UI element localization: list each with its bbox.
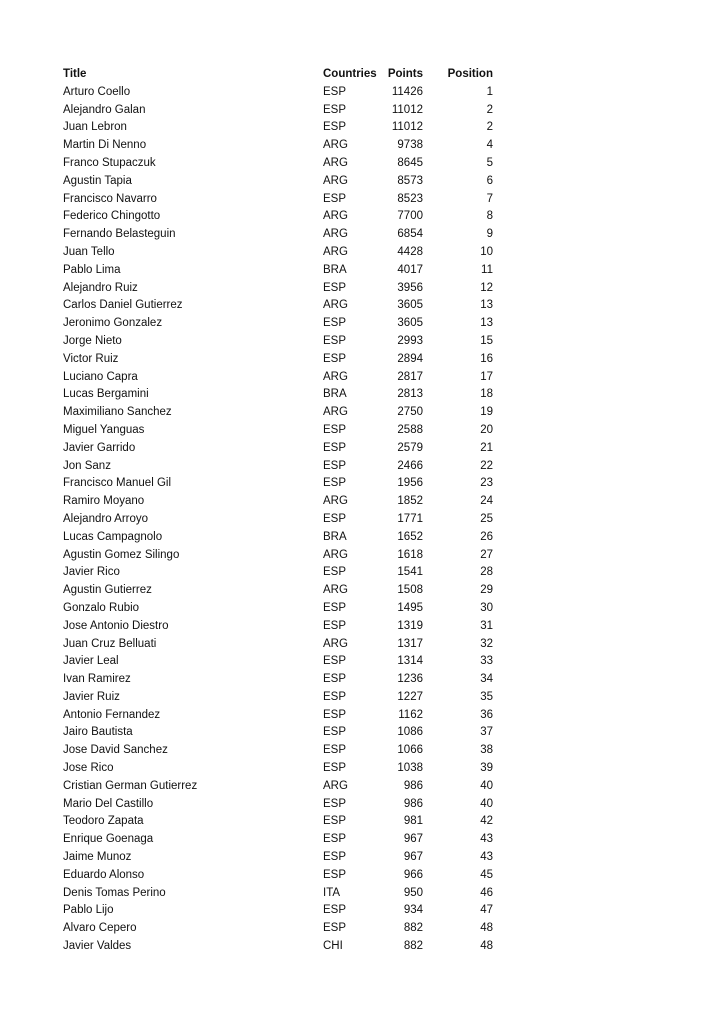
country-cell: ESP: [323, 868, 347, 881]
position-cell: 32: [480, 637, 493, 650]
table-row: [63, 155, 493, 173]
title-cell: Luciano Capra: [63, 370, 138, 383]
table-row: [63, 422, 493, 440]
title-cell: Francisco Navarro: [63, 192, 157, 205]
country-cell: BRA: [323, 263, 347, 276]
header-countries: Countries: [323, 68, 377, 80]
position-cell: 2: [486, 121, 493, 134]
points-cell: 1038: [397, 762, 423, 775]
table-row: [63, 760, 493, 778]
position-cell: 39: [480, 762, 493, 775]
points-cell: 3956: [397, 281, 423, 294]
points-cell: 2993: [397, 334, 423, 347]
country-cell: ESP: [323, 85, 347, 98]
position-cell: 38: [480, 744, 493, 757]
country-cell: ESP: [323, 459, 347, 472]
country-cell: ESP: [323, 103, 347, 116]
country-cell: ESP: [323, 352, 347, 365]
points-cell: 967: [403, 833, 423, 846]
points-cell: 967: [403, 851, 423, 864]
position-cell: 34: [480, 673, 493, 686]
points-cell: 1541: [397, 566, 423, 579]
points-cell: 986: [403, 797, 423, 810]
table-row: [63, 493, 493, 511]
points-cell: 1319: [397, 619, 423, 632]
title-cell: Cristian German Gutierrez: [63, 779, 198, 792]
table-row: [63, 369, 493, 387]
title-cell: Alejandro Arroyo: [63, 512, 149, 525]
table-row: [63, 440, 493, 458]
table-row: [63, 831, 493, 849]
country-cell: ESP: [323, 281, 347, 294]
title-cell: Jose Rico: [63, 762, 114, 775]
title-cell: Jairo Bautista: [63, 726, 133, 739]
country-cell: ARG: [323, 370, 348, 383]
position-cell: 48: [480, 940, 493, 953]
position-cell: 11: [481, 263, 493, 276]
points-cell: 9738: [397, 139, 423, 152]
points-cell: 934: [403, 904, 423, 917]
table-row: [63, 226, 493, 244]
country-cell: CHI: [323, 940, 343, 953]
country-cell: ESP: [323, 673, 347, 686]
position-cell: 22: [480, 459, 493, 472]
table-row: [63, 547, 493, 565]
table-row: [63, 938, 493, 956]
points-cell: 1317: [397, 637, 423, 650]
title-cell: Francisco Manuel Gil: [63, 477, 172, 490]
points-cell: 7700: [397, 210, 423, 223]
table-row: [63, 671, 493, 689]
title-cell: Jorge Nieto: [63, 334, 122, 347]
country-cell: ESP: [323, 619, 347, 632]
table-row: [63, 173, 493, 191]
points-cell: 1066: [397, 744, 423, 757]
document-page: [63, 66, 493, 956]
position-cell: 40: [480, 779, 493, 792]
country-cell: ESP: [323, 851, 347, 864]
table-row: [63, 564, 493, 582]
country-cell: ARG: [323, 174, 348, 187]
points-cell: 1508: [397, 584, 423, 597]
title-cell: Lucas Campagnolo: [63, 530, 163, 543]
country-cell: ITA: [323, 886, 341, 899]
points-cell: 8523: [397, 192, 423, 205]
points-cell: 11426: [391, 85, 423, 98]
country-cell: ESP: [323, 922, 347, 935]
table-row: [63, 102, 493, 120]
table-row: [63, 600, 493, 618]
points-cell: 1314: [397, 655, 423, 668]
header-position: Position: [447, 68, 493, 80]
position-cell: 5: [486, 156, 493, 169]
title-cell: Jaime Munoz: [63, 851, 132, 864]
position-cell: 33: [480, 655, 493, 668]
title-cell: Carlos Daniel Gutierrez: [63, 299, 183, 312]
title-cell: Javier Rico: [63, 566, 120, 579]
country-cell: ESP: [323, 815, 347, 828]
position-cell: 19: [480, 406, 493, 419]
header-title: Title: [63, 68, 87, 80]
country-cell: ESP: [323, 512, 347, 525]
title-cell: Denis Tomas Perino: [63, 886, 166, 899]
points-cell: 2588: [397, 423, 423, 436]
table-row: [63, 475, 493, 493]
position-cell: 15: [480, 334, 493, 347]
position-cell: 4: [486, 139, 493, 152]
position-cell: 13: [480, 317, 493, 330]
position-cell: 17: [480, 370, 493, 383]
title-cell: Juan Lebron: [63, 121, 127, 134]
country-cell: ESP: [323, 833, 347, 846]
points-cell: 1495: [397, 601, 423, 614]
table-row: [63, 885, 493, 903]
country-cell: ESP: [323, 904, 347, 917]
title-cell: Agustin Tapia: [63, 174, 132, 187]
title-cell: Miguel Yanguas: [63, 423, 145, 436]
title-cell: Javier Ruiz: [63, 690, 120, 703]
title-cell: Franco Stupaczuk: [63, 156, 156, 169]
table-row: [63, 333, 493, 351]
points-cell: 1852: [397, 495, 423, 508]
table-row: [63, 582, 493, 600]
title-cell: Antonio Fernandez: [63, 708, 161, 721]
title-cell: Alejandro Galan: [63, 103, 146, 116]
title-cell: Jose David Sanchez: [63, 744, 168, 757]
table-row: [63, 191, 493, 209]
country-cell: ARG: [323, 210, 348, 223]
position-cell: 7: [486, 192, 493, 205]
country-cell: ESP: [323, 601, 347, 614]
country-cell: ESP: [323, 192, 347, 205]
title-cell: Ramiro Moyano: [63, 495, 145, 508]
position-cell: 10: [480, 245, 493, 258]
position-cell: 42: [480, 815, 493, 828]
table-row: [63, 404, 493, 422]
title-cell: Fernando Belasteguin: [63, 228, 176, 241]
position-cell: 13: [480, 299, 493, 312]
points-cell: 2894: [397, 352, 423, 365]
position-cell: 35: [480, 690, 493, 703]
points-cell: 1618: [397, 548, 423, 561]
country-cell: ARG: [323, 228, 348, 241]
table-row: [63, 724, 493, 742]
country-cell: ARG: [323, 779, 348, 792]
points-cell: 966: [403, 868, 423, 881]
position-cell: 21: [480, 441, 493, 454]
table-row: [63, 262, 493, 280]
position-cell: 16: [480, 352, 493, 365]
country-cell: BRA: [323, 388, 347, 401]
title-cell: Jose Antonio Diestro: [63, 619, 169, 632]
country-cell: ESP: [323, 726, 347, 739]
country-cell: ARG: [323, 584, 348, 597]
title-cell: Gonzalo Rubio: [63, 601, 140, 614]
country-cell: ARG: [323, 139, 348, 152]
points-cell: 1236: [397, 673, 423, 686]
points-cell: 882: [403, 922, 423, 935]
points-cell: 4017: [397, 263, 423, 276]
table-body: [63, 84, 493, 956]
points-cell: 2813: [397, 388, 423, 401]
table-row: [63, 902, 493, 920]
country-cell: ARG: [323, 637, 348, 650]
table-row: [63, 208, 493, 226]
points-cell: 8573: [397, 174, 423, 187]
points-cell: 2466: [397, 459, 423, 472]
table-row: [63, 119, 493, 137]
table-row: [63, 920, 493, 938]
title-cell: Eduardo Alonso: [63, 868, 145, 881]
position-cell: 18: [480, 388, 493, 401]
position-cell: 48: [480, 922, 493, 935]
title-cell: Teodoro Zapata: [63, 815, 144, 828]
position-cell: 12: [480, 281, 493, 294]
points-cell: 882: [403, 940, 423, 953]
title-cell: Juan Tello: [63, 245, 115, 258]
title-cell: Agustin Gomez Silingo: [63, 548, 180, 561]
position-cell: 37: [480, 726, 493, 739]
country-cell: ARG: [323, 406, 348, 419]
title-cell: Javier Leal: [63, 655, 119, 668]
points-cell: 981: [403, 815, 423, 828]
country-cell: ESP: [323, 423, 347, 436]
table-row: [63, 84, 493, 102]
table-row: [63, 511, 493, 529]
points-cell: 986: [403, 779, 423, 792]
position-cell: 30: [480, 601, 493, 614]
table-row: [63, 742, 493, 760]
table-row: [63, 458, 493, 476]
table-row: [63, 778, 493, 796]
table-row: [63, 618, 493, 636]
position-cell: 28: [480, 566, 493, 579]
points-cell: 4428: [397, 245, 423, 258]
position-cell: 29: [480, 584, 493, 597]
title-cell: Lucas Bergamini: [63, 388, 149, 401]
country-cell: BRA: [323, 530, 347, 543]
country-cell: ESP: [323, 762, 347, 775]
position-cell: 2: [486, 103, 493, 116]
table-row: [63, 653, 493, 671]
table-row: [63, 297, 493, 315]
country-cell: ESP: [323, 441, 347, 454]
points-cell: 6854: [397, 228, 423, 241]
country-cell: ESP: [323, 317, 347, 330]
title-cell: Victor Ruiz: [63, 352, 119, 365]
table-header: [63, 66, 493, 84]
position-cell: 26: [480, 530, 493, 543]
position-cell: 43: [480, 833, 493, 846]
header-points: Points: [387, 68, 423, 80]
country-cell: ARG: [323, 156, 348, 169]
points-cell: 1771: [397, 512, 423, 525]
table-row: [63, 796, 493, 814]
position-cell: 8: [486, 210, 493, 223]
points-cell: 950: [403, 886, 423, 899]
title-cell: Javier Garrido: [63, 441, 136, 454]
title-cell: Enrique Goenaga: [63, 833, 154, 846]
points-cell: 2750: [397, 406, 423, 419]
table-row: [63, 689, 493, 707]
country-cell: ESP: [323, 121, 347, 134]
points-cell: 1086: [397, 726, 423, 739]
title-cell: Agustin Gutierrez: [63, 584, 152, 597]
country-cell: ESP: [323, 334, 347, 347]
points-cell: 11012: [391, 103, 423, 116]
table-row: [63, 813, 493, 831]
points-cell: 1227: [397, 690, 423, 703]
country-cell: ESP: [323, 708, 347, 721]
title-cell: Pablo Lima: [63, 263, 121, 276]
table-row: [63, 529, 493, 547]
position-cell: 27: [480, 548, 493, 561]
points-cell: 3605: [397, 299, 423, 312]
table-row: [63, 244, 493, 262]
title-cell: Juan Cruz Belluati: [63, 637, 157, 650]
table-row: [63, 315, 493, 333]
title-cell: Mario Del Castillo: [63, 797, 154, 810]
country-cell: ESP: [323, 477, 347, 490]
position-cell: 1: [486, 85, 493, 98]
rankings-table: [63, 66, 493, 956]
points-cell: 1162: [398, 708, 423, 721]
table-row: [63, 351, 493, 369]
table-row: [63, 636, 493, 654]
title-cell: Jon Sanz: [63, 459, 111, 472]
title-cell: Ivan Ramirez: [63, 673, 131, 686]
points-cell: 11012: [391, 121, 423, 134]
country-cell: ARG: [323, 245, 348, 258]
header-row: [63, 66, 493, 84]
position-cell: 36: [480, 708, 493, 721]
points-cell: 3605: [397, 317, 423, 330]
position-cell: 6: [486, 174, 493, 187]
position-cell: 9: [486, 228, 493, 241]
country-cell: ESP: [323, 690, 347, 703]
country-cell: ESP: [323, 797, 347, 810]
country-cell: ESP: [323, 655, 347, 668]
position-cell: 40: [480, 797, 493, 810]
points-cell: 8645: [397, 156, 423, 169]
title-cell: Maximiliano Sanchez: [63, 406, 172, 419]
points-cell: 2579: [397, 441, 423, 454]
title-cell: Jeronimo Gonzalez: [63, 317, 163, 330]
position-cell: 31: [480, 619, 493, 632]
position-cell: 47: [480, 904, 493, 917]
country-cell: ARG: [323, 548, 348, 561]
table-row: [63, 867, 493, 885]
country-cell: ESP: [323, 566, 347, 579]
title-cell: Arturo Coello: [63, 85, 131, 98]
table-row: [63, 849, 493, 867]
title-cell: Javier Valdes: [63, 940, 132, 953]
position-cell: 20: [480, 423, 493, 436]
title-cell: Federico Chingotto: [63, 210, 161, 223]
country-cell: ARG: [323, 495, 348, 508]
points-cell: 1956: [397, 477, 423, 490]
table-row: [63, 707, 493, 725]
table-row: [63, 386, 493, 404]
table-row: [63, 280, 493, 298]
position-cell: 24: [480, 495, 493, 508]
table-row: [63, 137, 493, 155]
position-cell: 25: [480, 512, 493, 525]
position-cell: 46: [480, 886, 493, 899]
points-cell: 1652: [397, 530, 423, 543]
title-cell: Alvaro Cepero: [63, 922, 137, 935]
title-cell: Pablo Lijo: [63, 904, 114, 917]
country-cell: ESP: [323, 744, 347, 757]
points-cell: 2817: [397, 370, 423, 383]
title-cell: Martin Di Nenno: [63, 139, 147, 152]
position-cell: 43: [480, 851, 493, 864]
position-cell: 45: [480, 868, 493, 881]
country-cell: ARG: [323, 299, 348, 312]
title-cell: Alejandro Ruiz: [63, 281, 138, 294]
position-cell: 23: [480, 477, 493, 490]
